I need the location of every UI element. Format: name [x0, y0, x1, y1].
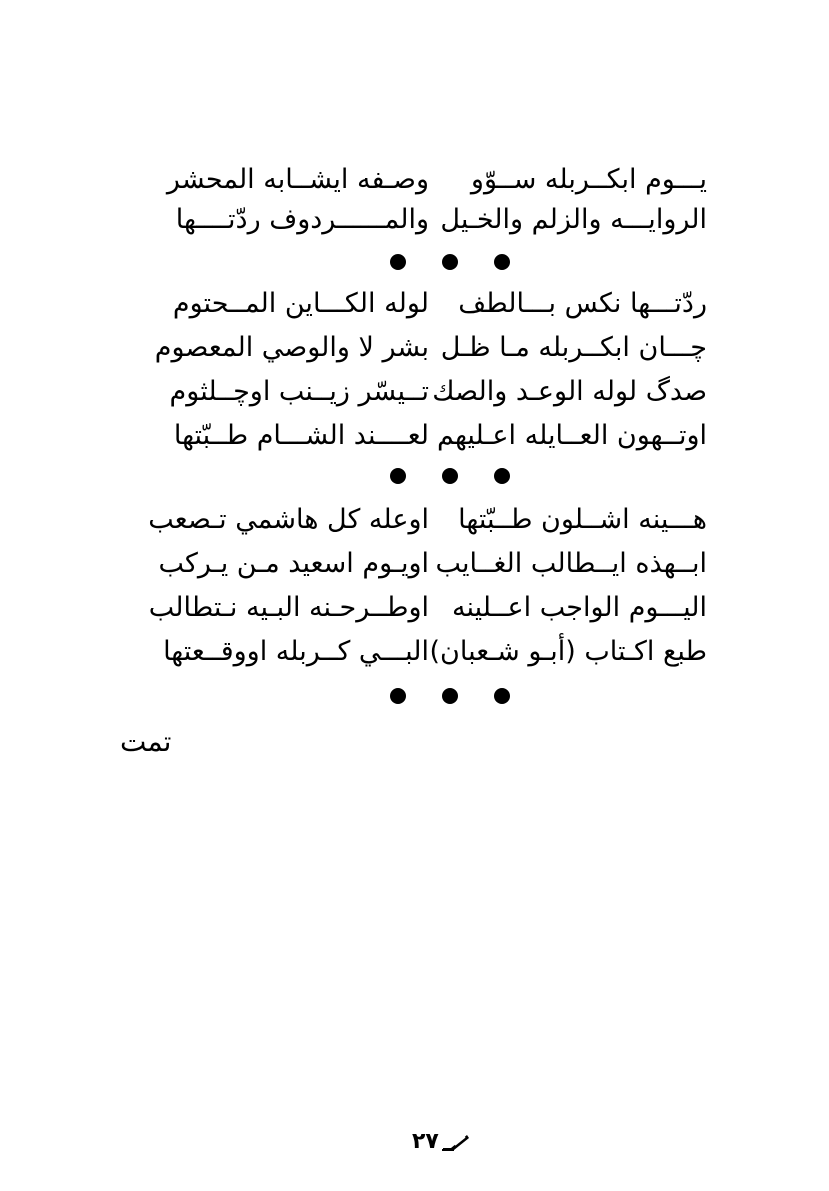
verse-9-first-hemistich: اليـــوم الواجب اعــلينه — [452, 592, 707, 623]
verse-9-second-hemistich: اوطــرحـنه البـيه نـتطالب — [148, 592, 429, 623]
stanza-separator — [390, 466, 510, 486]
verse-10-second-hemistich: البـــي كــربله اووقــعتها — [163, 636, 429, 667]
verse-3-first-hemistich: ردّتـــها نكس بـــالطف — [458, 288, 707, 319]
separator-dot — [442, 468, 458, 484]
verse-7-second-hemistich: اوعله كل هاشمي تـصعب — [148, 504, 429, 535]
page-number-text: ٢٧ — [412, 1129, 439, 1154]
end-mark: تمت — [120, 725, 172, 758]
verse-8-second-hemistich: اويـوم اسعيد مـن يـركب — [158, 548, 429, 579]
stanza-separator — [390, 686, 510, 706]
verse-2-first-hemistich: الروايـــه والزلم والخـيل — [440, 204, 707, 235]
separator-dot — [390, 254, 406, 270]
verse-1-first-hemistich: يـــوم ابكــربله ســوّو — [470, 164, 707, 195]
verse-6-second-hemistich: لعــــند الشـــام طــبّتها — [173, 420, 429, 451]
page-number — [412, 1128, 471, 1156]
verse-5-first-hemistich: صدگ لوله الوعـد والصك — [432, 376, 707, 407]
verse-7-first-hemistich: هـــينه اشــلون طــبّتها — [458, 504, 707, 535]
quill-pen-icon — [441, 1132, 471, 1152]
verse-4-second-hemistich: بشر لا والوصي المعصوم — [154, 332, 429, 363]
verse-4-first-hemistich: چـــان ابكــربله مـا ظـل — [440, 332, 707, 363]
separator-dot — [494, 254, 510, 270]
separator-dot — [494, 688, 510, 704]
separator-dot — [442, 688, 458, 704]
verse-10-first-hemistich: طبع اكـتاب (أبـو شـعبان) — [429, 636, 707, 667]
verse-3-second-hemistich: لوله الكـــاين المــحتوم — [172, 288, 429, 319]
verse-5-second-hemistich: تــيسّر زيــنب اوچــلثوم — [169, 376, 429, 407]
separator-dot — [390, 468, 406, 484]
separator-dot — [442, 254, 458, 270]
stanza-separator — [390, 252, 510, 272]
verse-6-first-hemistich: اوتــهون العــايله اعـليهم — [436, 420, 707, 451]
separator-dot — [494, 468, 510, 484]
verse-8-first-hemistich: ابــهذه ايــطالب الغــايب — [435, 548, 707, 579]
verse-2-second-hemistich: والمــــــردوف ردّتــــها — [175, 204, 429, 235]
separator-dot — [390, 688, 406, 704]
verse-1-second-hemistich: وصـفه ايشــابه المحشر — [166, 164, 429, 195]
